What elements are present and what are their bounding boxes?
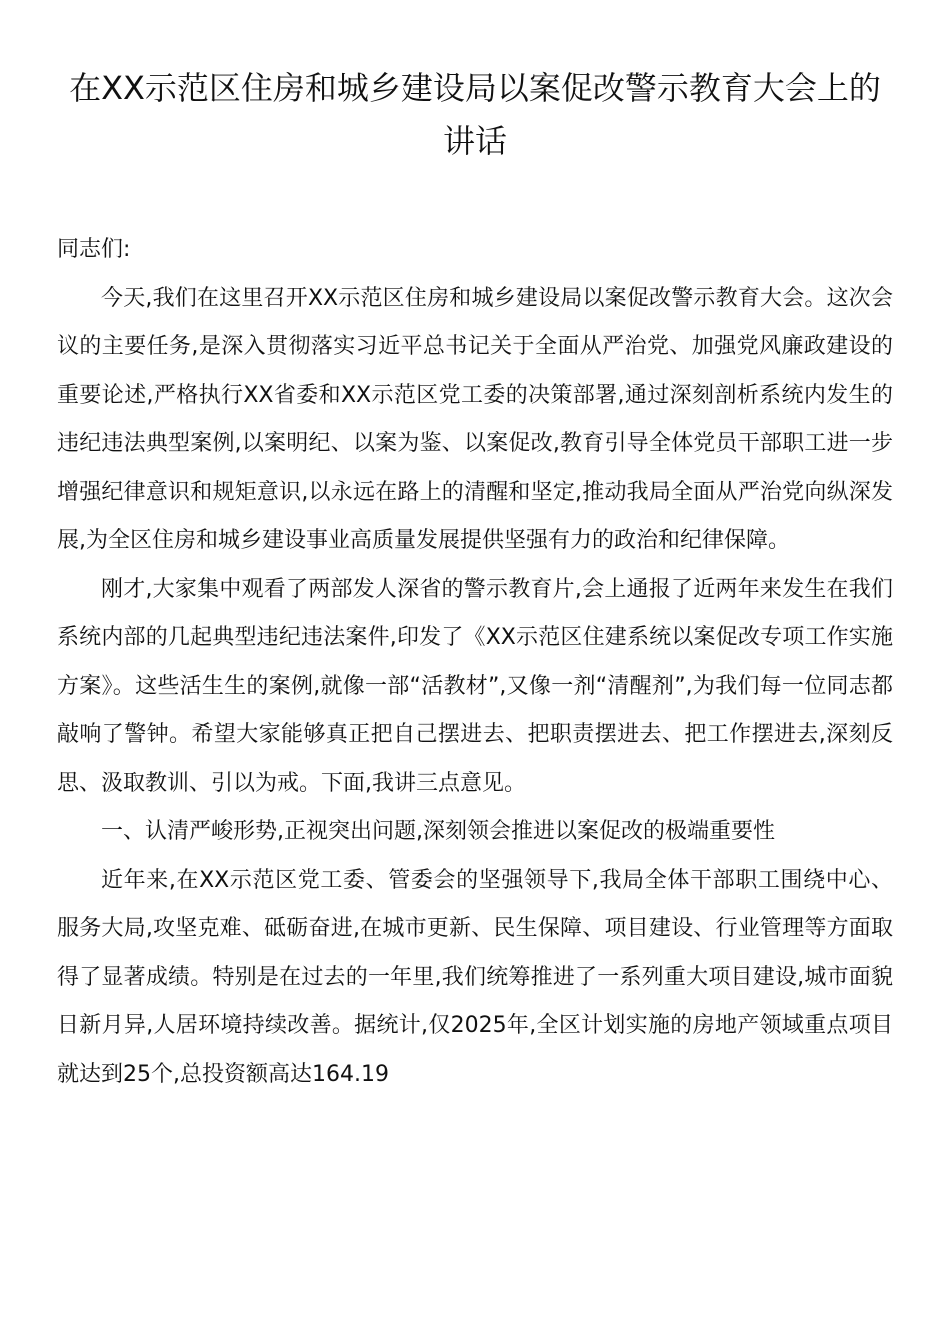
document-title: 在XX示范区住房和城乡建设局以案促改警示教育大会上的讲话: [69, 69, 881, 160]
document-page: [57, 62, 893, 1099]
section-1-paragraph-1: 近年来,在XX示范区党工委、管委会的坚强领导下,我局全体干部职工围绕中心、服务大局,攻坚克难、砥砺奋进,在城市更新、民生保障、项目建设、行业管理等方面取得了显著成绩。特别是在过去的一年里,我们统筹推进了一系列重大项目建设,城市面貌日新月异,人居环境持续改善。据统计,仅2025年,全区计划实施的房地产领域重点项目就达到25个,总投资额高达164.19: [57, 867, 893, 1087]
section-heading-1: 一、认清严峻形势,正视突出问题,深刻领会推进以案促改的极端重要性: [101, 819, 775, 844]
salutation: 同志们:: [57, 237, 131, 262]
body-paragraph-1: 今天,我们在这里召开XX示范区住房和城乡建设局以案促改警示教育大会。这次会议的主要任务,是深入贯彻落实习近平总书记关于全面从严治党、加强党风廉政建设的重要论述,严格执行XX省委和XX示范区党工委的决策部署,通过深刻剖析系统内发生的违纪违法典型案例,以案明纪、以案为鉴、以案促改,教育引导全体党员干部职工进一步增强纪律意识和规矩意识,以永远在路上的清醒和坚定,推动我局全面从严治党向纵深发展,为全区住房和城乡建设事业高质量发展提供坚强有力的政治和纪律保障。: [57, 285, 893, 553]
body-paragraph-2: 刚才,大家集中观看了两部发人深省的警示教育片,会上通报了近两年来发生在我们系统内部的几起典型违纪违法案件,印发了《XX示范区住建系统以案促改专项工作实施方案》。这些活生生的案例,就像一部“活教材”,又像一剂“清醒剂”,为我们每一位同志都敲响了警钟。希望大家能够真正把自己摆进去、把职责摆进去、把工作摆进去,深刻反思、汲取教训、引以为戒。下面,我讲三点意见。: [57, 576, 893, 796]
